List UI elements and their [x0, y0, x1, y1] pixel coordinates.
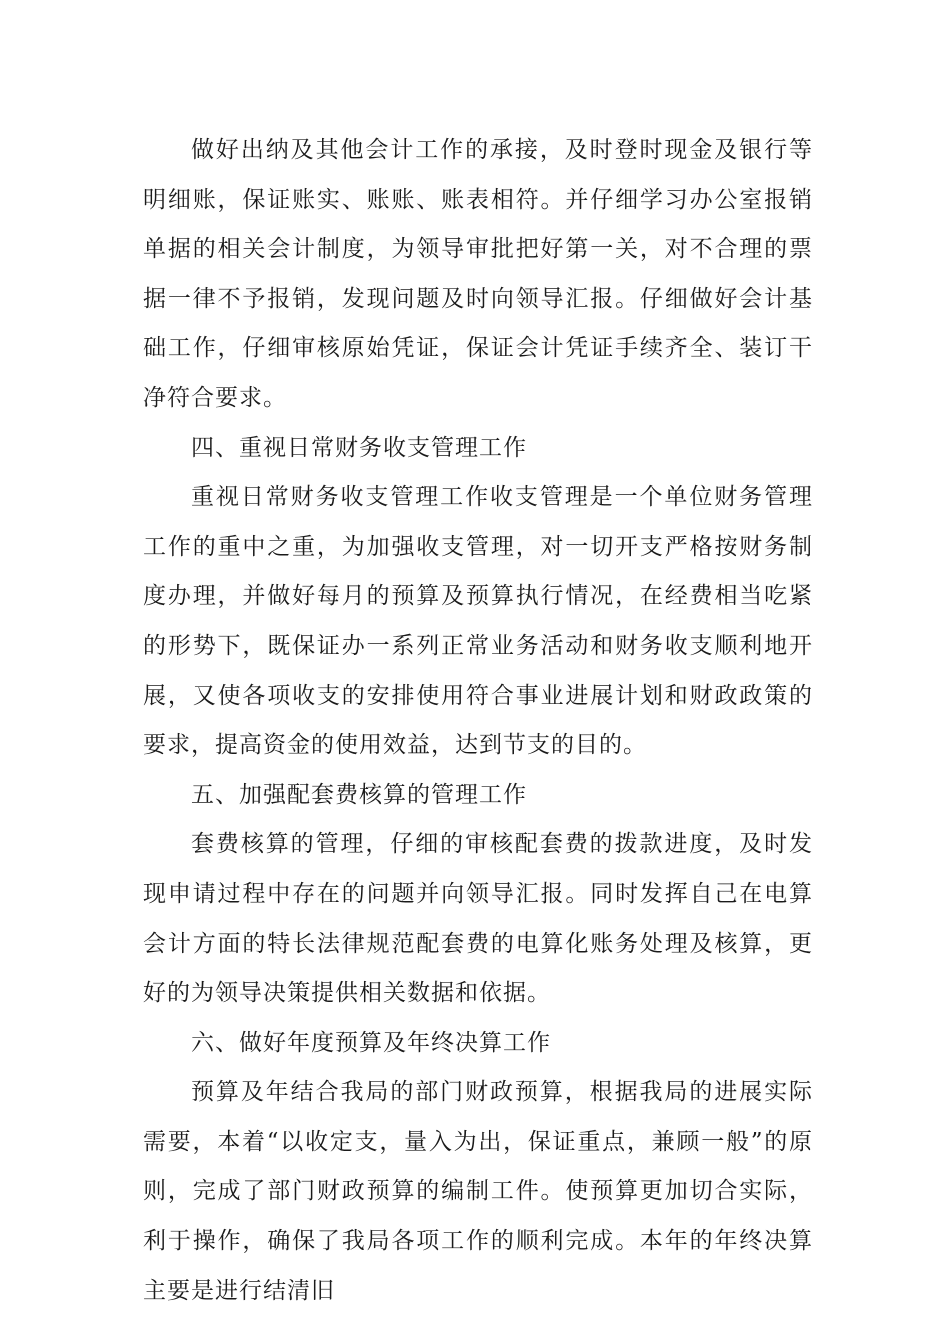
paragraph-cashier-handover: 做好出纳及其他会计工作的承接，及时登时现金及银行等明细账，保证账实、账账、账表相符。并仔细学习办公室报销单据的相关会计制度，为领导审批把好第一关，对不合理的票据一律不予报销，发现问题及时向领导汇报。仔细做好会计基础工作，仔细审核原始凭证，保证会计凭证手续齐全、装订干净符合要求。 [143, 137, 813, 411]
paragraph-revenue-expenditure: 重视日常财务收支管理工作收支管理是一个单位财务管理工作的重中之重，为加强收支管理，对一切开支严格按财务制度办理，并做好每月的预算及预算执行情况，在经费相当吃紧的形势下，既保证办一系列正常业务活动和财务收支顺利地开展，又使各项收支的安排使用符合事业进展计划和财政政策的要求，提高资金的使用效益，达到节支的目的。 [143, 484, 813, 759]
section-heading-5: 五、加强配套费核算的管理工作 [191, 781, 527, 808]
paragraph-budget-final-accounts: 预算及年结合我局的部门财政预算，根据我局的进展实际需要，本着“以收定支，量入为出，保证重点，兼顾一般”的原则，完成了部门财政预算的编制工件。使预算更加切合实际，利于操作，确保了我局各项工作的顺利完成。本年的年终决算主要是进行结清旧 [143, 1079, 813, 1304]
section-heading-6: 六、做好年度预算及年终决算工作 [191, 1029, 551, 1056]
section-heading-4: 四、重视日常财务收支管理工作 [191, 434, 527, 461]
paragraph-supporting-fees: 套费核算的管理，仔细的审核配套费的拨款进度，及时发现申请过程中存在的问题并向领导汇报。同时发挥自己在电算会计方面的特长法律规范配套费的电算化账务处理及核算，更好的为领导决策提供相关数据和依据。 [143, 831, 813, 1007]
document-body [143, 126, 813, 1316]
